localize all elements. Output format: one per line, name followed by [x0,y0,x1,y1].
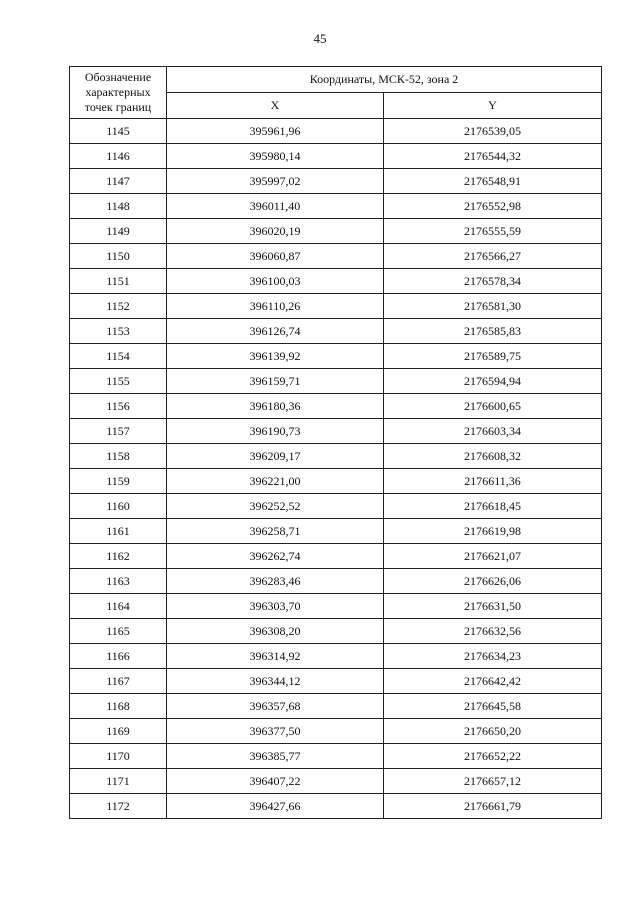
y-coordinate-cell: 2176594,94 [384,369,602,394]
y-coordinate-cell: 2176657,12 [384,769,602,794]
y-coordinate-cell: 2176600,65 [384,394,602,419]
table-row [70,419,602,444]
x-coordinate-cell: 396180,36 [167,394,384,419]
point-id-cell: 1159 [70,469,167,494]
table-row [70,319,602,344]
x-coordinate-cell: 396344,12 [167,669,384,694]
table-row [70,169,602,194]
x-coordinate-cell: 395997,02 [167,169,384,194]
table-row [70,744,602,769]
point-id-cell: 1156 [70,394,167,419]
table-row [70,394,602,419]
x-coordinate-cell: 396427,66 [167,794,384,819]
y-column-header: Y [384,93,602,119]
point-id-cell: 1152 [70,294,167,319]
x-coordinate-cell: 396221,00 [167,469,384,494]
x-coordinate-cell: 396126,74 [167,319,384,344]
y-coordinate-cell: 2176634,23 [384,644,602,669]
point-id-cell: 1148 [70,194,167,219]
y-coordinate-cell: 2176632,56 [384,619,602,644]
point-id-cell: 1165 [70,619,167,644]
table-row [70,794,602,819]
table-row [70,469,602,494]
y-coordinate-cell: 2176539,05 [384,119,602,144]
table-row [70,694,602,719]
y-coordinate-cell: 2176642,42 [384,669,602,694]
x-coordinate-cell: 396377,50 [167,719,384,744]
y-coordinate-cell: 2176608,32 [384,444,602,469]
x-coordinate-cell: 396060,87 [167,244,384,269]
table-row [70,669,602,694]
table-header-row [70,67,602,93]
point-id-cell: 1163 [70,569,167,594]
y-coordinate-cell: 2176661,79 [384,794,602,819]
y-coordinate-cell: 2176619,98 [384,519,602,544]
x-coordinate-cell: 396139,92 [167,344,384,369]
point-id-cell: 1149 [70,219,167,244]
x-coordinate-cell: 396283,46 [167,569,384,594]
table-row [70,594,602,619]
table-row [70,194,602,219]
point-id-cell: 1160 [70,494,167,519]
x-column-header: X [167,93,384,119]
y-coordinate-cell: 2176603,34 [384,419,602,444]
point-id-cell: 1153 [70,319,167,344]
x-coordinate-cell: 396100,03 [167,269,384,294]
point-id-cell: 1147 [70,169,167,194]
x-coordinate-cell: 396252,52 [167,494,384,519]
point-designation-header: Обозначение характерных точек границ [70,67,167,119]
table-row [70,369,602,394]
y-coordinate-cell: 2176650,20 [384,719,602,744]
y-coordinate-cell: 2176552,98 [384,194,602,219]
y-coordinate-cell: 2176566,27 [384,244,602,269]
y-coordinate-cell: 2176589,75 [384,344,602,369]
x-coordinate-cell: 396308,20 [167,619,384,644]
y-coordinate-cell: 2176631,50 [384,594,602,619]
table-row [70,569,602,594]
table-row [70,119,602,144]
x-coordinate-cell: 396303,70 [167,594,384,619]
table-row [70,719,602,744]
x-coordinate-cell: 396020,19 [167,219,384,244]
x-coordinate-cell: 396209,17 [167,444,384,469]
point-id-cell: 1166 [70,644,167,669]
coordinates-table [69,66,602,819]
table-row [70,494,602,519]
y-coordinate-cell: 2176626,06 [384,569,602,594]
y-coordinate-cell: 2176618,45 [384,494,602,519]
x-coordinate-cell: 396262,74 [167,544,384,569]
table-row [70,344,602,369]
point-id-cell: 1146 [70,144,167,169]
y-coordinate-cell: 2176548,91 [384,169,602,194]
table-row [70,144,602,169]
y-coordinate-cell: 2176578,34 [384,269,602,294]
x-coordinate-cell: 396385,77 [167,744,384,769]
x-coordinate-cell: 395980,14 [167,144,384,169]
point-id-cell: 1158 [70,444,167,469]
table-row [70,544,602,569]
point-id-cell: 1164 [70,594,167,619]
x-coordinate-cell: 395961,96 [167,119,384,144]
coordinates-header: Координаты, МСК-52, зона 2 [167,67,602,93]
y-coordinate-cell: 2176581,30 [384,294,602,319]
table-row [70,244,602,269]
point-id-cell: 1171 [70,769,167,794]
table-row [70,769,602,794]
y-coordinate-cell: 2176585,83 [384,319,602,344]
table-row [70,444,602,469]
y-coordinate-cell: 2176555,59 [384,219,602,244]
point-id-cell: 1157 [70,419,167,444]
point-id-cell: 1167 [70,669,167,694]
x-coordinate-cell: 396407,22 [167,769,384,794]
point-id-cell: 1169 [70,719,167,744]
table-row [70,294,602,319]
point-id-cell: 1161 [70,519,167,544]
table-row [70,219,602,244]
table-row [70,269,602,294]
table-row [70,519,602,544]
y-coordinate-cell: 2176544,32 [384,144,602,169]
point-id-cell: 1172 [70,794,167,819]
point-id-cell: 1151 [70,269,167,294]
table-row [70,644,602,669]
y-coordinate-cell: 2176621,07 [384,544,602,569]
table-body [70,119,602,819]
x-coordinate-cell: 396190,73 [167,419,384,444]
point-id-cell: 1154 [70,344,167,369]
x-coordinate-cell: 396110,26 [167,294,384,319]
point-id-cell: 1162 [70,544,167,569]
point-id-cell: 1168 [70,694,167,719]
table-row [70,619,602,644]
y-coordinate-cell: 2176652,22 [384,744,602,769]
y-coordinate-cell: 2176645,58 [384,694,602,719]
x-coordinate-cell: 396159,71 [167,369,384,394]
y-coordinate-cell: 2176611,36 [384,469,602,494]
point-id-cell: 1170 [70,744,167,769]
page-number: 45 [313,31,327,46]
x-coordinate-cell: 396258,71 [167,519,384,544]
point-id-cell: 1150 [70,244,167,269]
point-id-cell: 1155 [70,369,167,394]
x-coordinate-cell: 396011,40 [167,194,384,219]
x-coordinate-cell: 396314,92 [167,644,384,669]
x-coordinate-cell: 396357,68 [167,694,384,719]
point-id-cell: 1145 [70,119,167,144]
